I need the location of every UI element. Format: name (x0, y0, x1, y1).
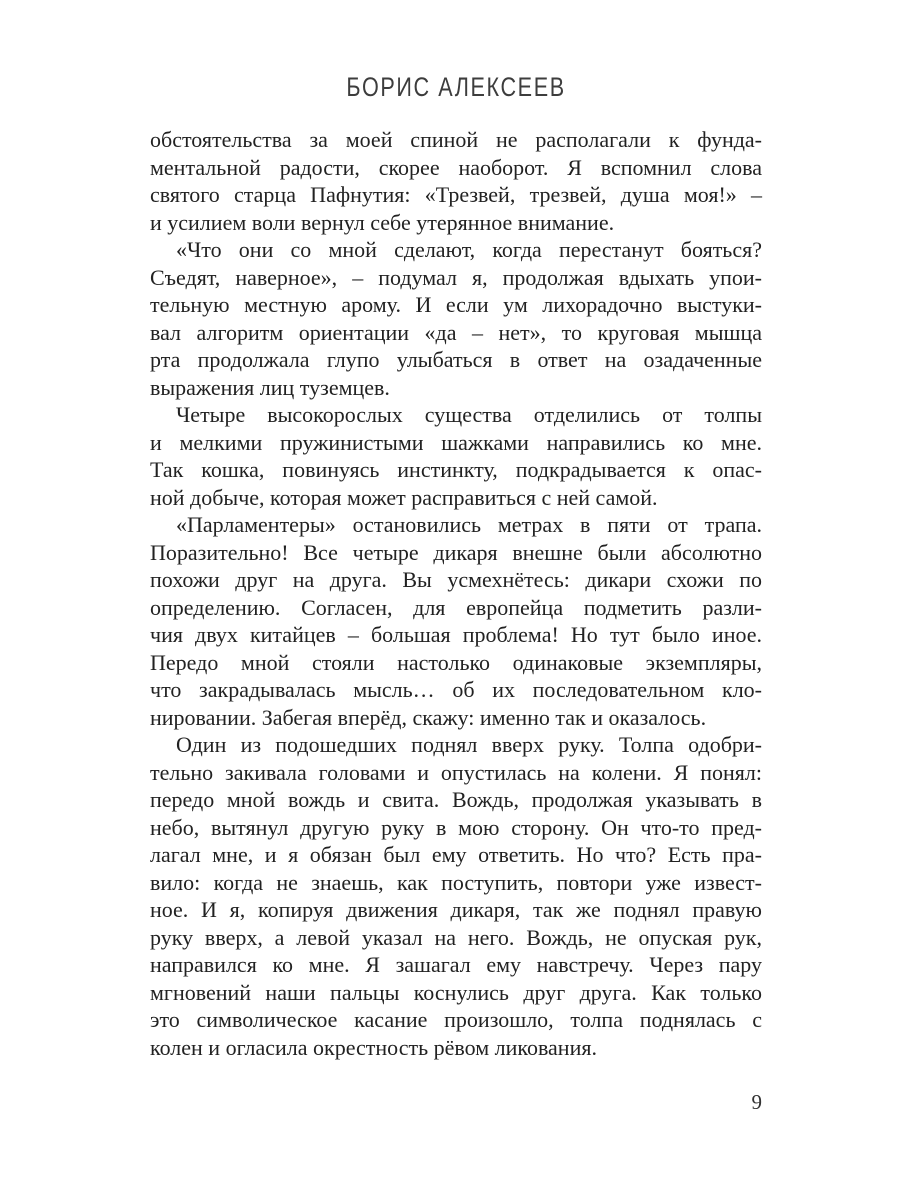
body-text (150, 126, 762, 1061)
text-line: ной добыче, которая может расправиться с ней самой. (150, 484, 658, 510)
text-line: и усилием воли вернул себе утерянное внимание. (150, 209, 615, 235)
text-line: лагал мне, и я обязан был ему ответить. Но что? Есть пра- (150, 842, 762, 867)
text-line: похожи друг на друга. Вы усмехнётесь: дикари схожи по (150, 567, 762, 592)
text-line: и мелкими пружинистыми шажками направились ко мне. (150, 429, 762, 455)
text-line: вило: когда не знаешь, как поступить, повтори уже извест- (150, 869, 762, 895)
text-line: передо мной вождь и свита. Вождь, продолжая указывать в (150, 787, 762, 812)
text-line: вал алгоритм ориентации «да – нет», то круговая мышца (150, 319, 762, 345)
paragraph (150, 236, 762, 401)
text-line: обстоятельства за моей спиной не располагали к фунда- (150, 127, 762, 152)
paragraph (150, 731, 762, 1061)
text-line: мгновений наши пальцы коснулись друг друга. Как только (150, 979, 762, 1005)
paragraph (150, 401, 762, 511)
text-line: выражения лиц туземцев. (150, 374, 390, 400)
text-line: руку вверх, а левой указал на него. Вождь, не опуская рук, (150, 924, 762, 950)
text-line: небо, вытянул другую руку в мою сторону. Он что-то пред- (150, 814, 762, 840)
text-line: святого старца Пафнутия: «Трезвей, трезвей, душа моя!» – (150, 182, 762, 207)
text-line: колен и огласила окрестность рёвом ликования. (150, 1034, 597, 1060)
text-line: рта продолжала глупо улыбаться в ответ на озадаченные (150, 347, 762, 372)
text-line: тельно закивала головами и опустилась на колени. Я понял: (150, 759, 762, 785)
running-head-author (150, 72, 762, 103)
text-line: нировании. Забегая вперёд, скажу: именно так и оказалось. (150, 704, 707, 730)
text-line: чия двух китайцев – большая проблема! Но тут было иное. (150, 622, 762, 647)
text-line: что закрадывалась мысль… об их последовательном кло- (150, 677, 762, 702)
text-line: определению. Согласен, для европейца подметить разли- (150, 594, 762, 620)
text-line: направился ко мне. Я зашагал ему навстречу. Через пару (150, 952, 762, 977)
text-line: «Парламентеры» остановились метрах в пяти от трапа. (176, 512, 762, 537)
paragraph (150, 511, 762, 731)
text-line: «Что они со мной сделают, когда перестанут бояться? (176, 237, 762, 262)
text-line: это символическое касание произошло, толпа поднялась с (150, 1007, 762, 1032)
text-line: ное. И я, копируя движения дикаря, так же поднял правую (150, 897, 762, 922)
text-line: Так кошка, повинуясь инстинкту, подкрадывается к опас- (150, 457, 762, 482)
text-line: ментальной радости, скорее наоборот. Я вспомнил слова (150, 154, 762, 180)
page-number: 9 (751, 1090, 762, 1114)
paragraph (150, 126, 762, 236)
text-line: Съедят, наверное», – подумал я, продолжая вдыхать упои- (150, 264, 762, 290)
text-line: Один из подошедших поднял вверх руку. Толпа одобри- (176, 732, 762, 757)
text-line: Поразительно! Все четыре дикаря внешне были абсолютно (150, 539, 762, 565)
author-name: БОРИС АЛЕКСЕЕВ (346, 72, 566, 102)
text-line: тельную местную арому. И если ум лихорадочно выстуки- (150, 292, 762, 317)
text-line: Передо мной стояли настолько одинаковые экземпляры, (150, 649, 762, 675)
text-line: Четыре высокорослых существа отделились от толпы (176, 402, 762, 427)
